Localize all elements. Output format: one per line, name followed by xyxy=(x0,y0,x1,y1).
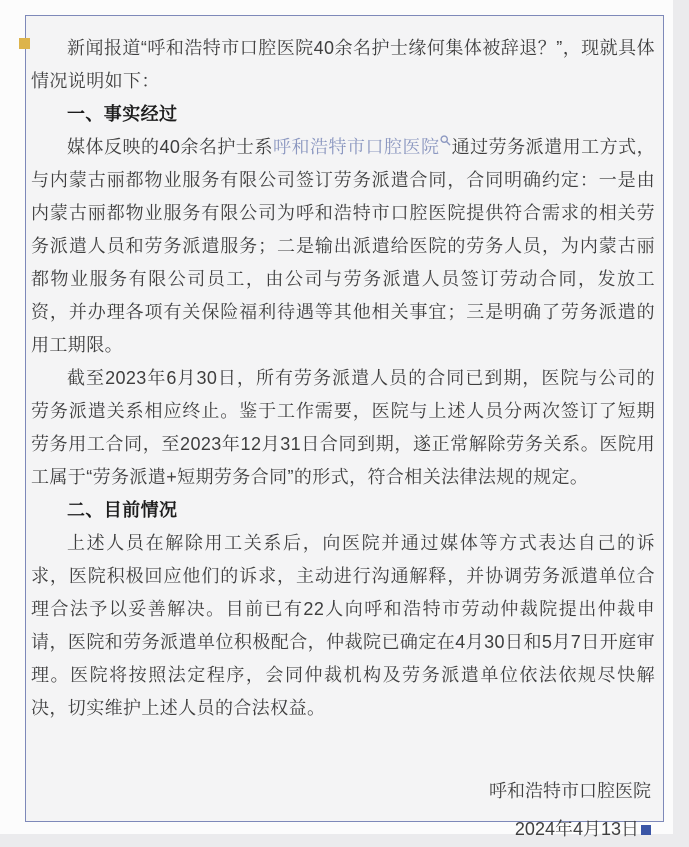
facts-paragraph-post: 通过劳务派遣用工方式，与内蒙古丽都物业服务有限公司签订劳务派遣合同，合同明确约定：一是由内蒙古丽都物业服务有限公司为呼和浩特市口腔医院提供符合需求的相关劳务派遣人员和劳务派遣服务；二是输出派遣给医院的劳务人员，为内蒙古丽都物业服务有限公司员工，由公司与劳务派遣人员签订劳动合同，发放工资，并办理各项有关保险福利待遇等其他相关事宜；三是明确了劳务派遣的用工期限。 xyxy=(31,137,655,355)
hospital-link-label: 呼和浩特市口腔医院 xyxy=(272,137,440,157)
contract-end-paragraph: 截至2023年6月30日，所有劳务派遣人员的合同已到期，医院与公司的劳务派遣关系相应终止。鉴于工作需要，医院与上述人员分两次签订了短期劳务用工合同，至2023年12月31日合同到期，遂正常解除劳务关系。医院用工属于“劳务派遣+短期劳务合同”的形式，符合相关法律法规的规定。 xyxy=(31,368,655,487)
document-body xyxy=(31,32,655,725)
facts-paragraph-pre: 媒体反映的40余名护士系 xyxy=(67,137,273,157)
signature-block xyxy=(31,775,655,846)
announcement-panel xyxy=(25,15,664,839)
section-1-heading: 一、事实经过 xyxy=(67,104,178,124)
date-line xyxy=(31,813,651,846)
facts-paragraph xyxy=(31,131,655,362)
selection-marker-start xyxy=(19,38,30,49)
hospital-link[interactable] xyxy=(273,137,452,157)
date-text: 2024年4月13日 xyxy=(514,819,639,839)
section-2-heading: 二、目前情况 xyxy=(67,500,178,520)
current-status-paragraph: 上述人员在解除用工关系后，向医院并通过媒体等方式表达自己的诉求，医院积极回应他们的诉求，主动进行沟通解释，并协调劳务派遣单位合理合法予以妥善解决。目前已有22人向呼和浩特市劳动仲裁院提出仲裁申请，医院和劳务派遣单位积极配合，仲裁院已确定在4月30日和5月7日开庭审理。医院将按照法定程序，会同仲裁机构及劳务派遣单位依法依规尽快解决，切实维护上述人员的合法权益。 xyxy=(31,533,655,718)
search-icon xyxy=(440,135,451,146)
signature-line: 呼和浩特市口腔医院 xyxy=(489,781,651,801)
selection-marker-end xyxy=(641,825,651,835)
intro-paragraph: 新闻报道“呼和浩特市口腔医院40余名护士缘何集体被辞退？”，现就具体情况说明如下： xyxy=(31,38,655,91)
